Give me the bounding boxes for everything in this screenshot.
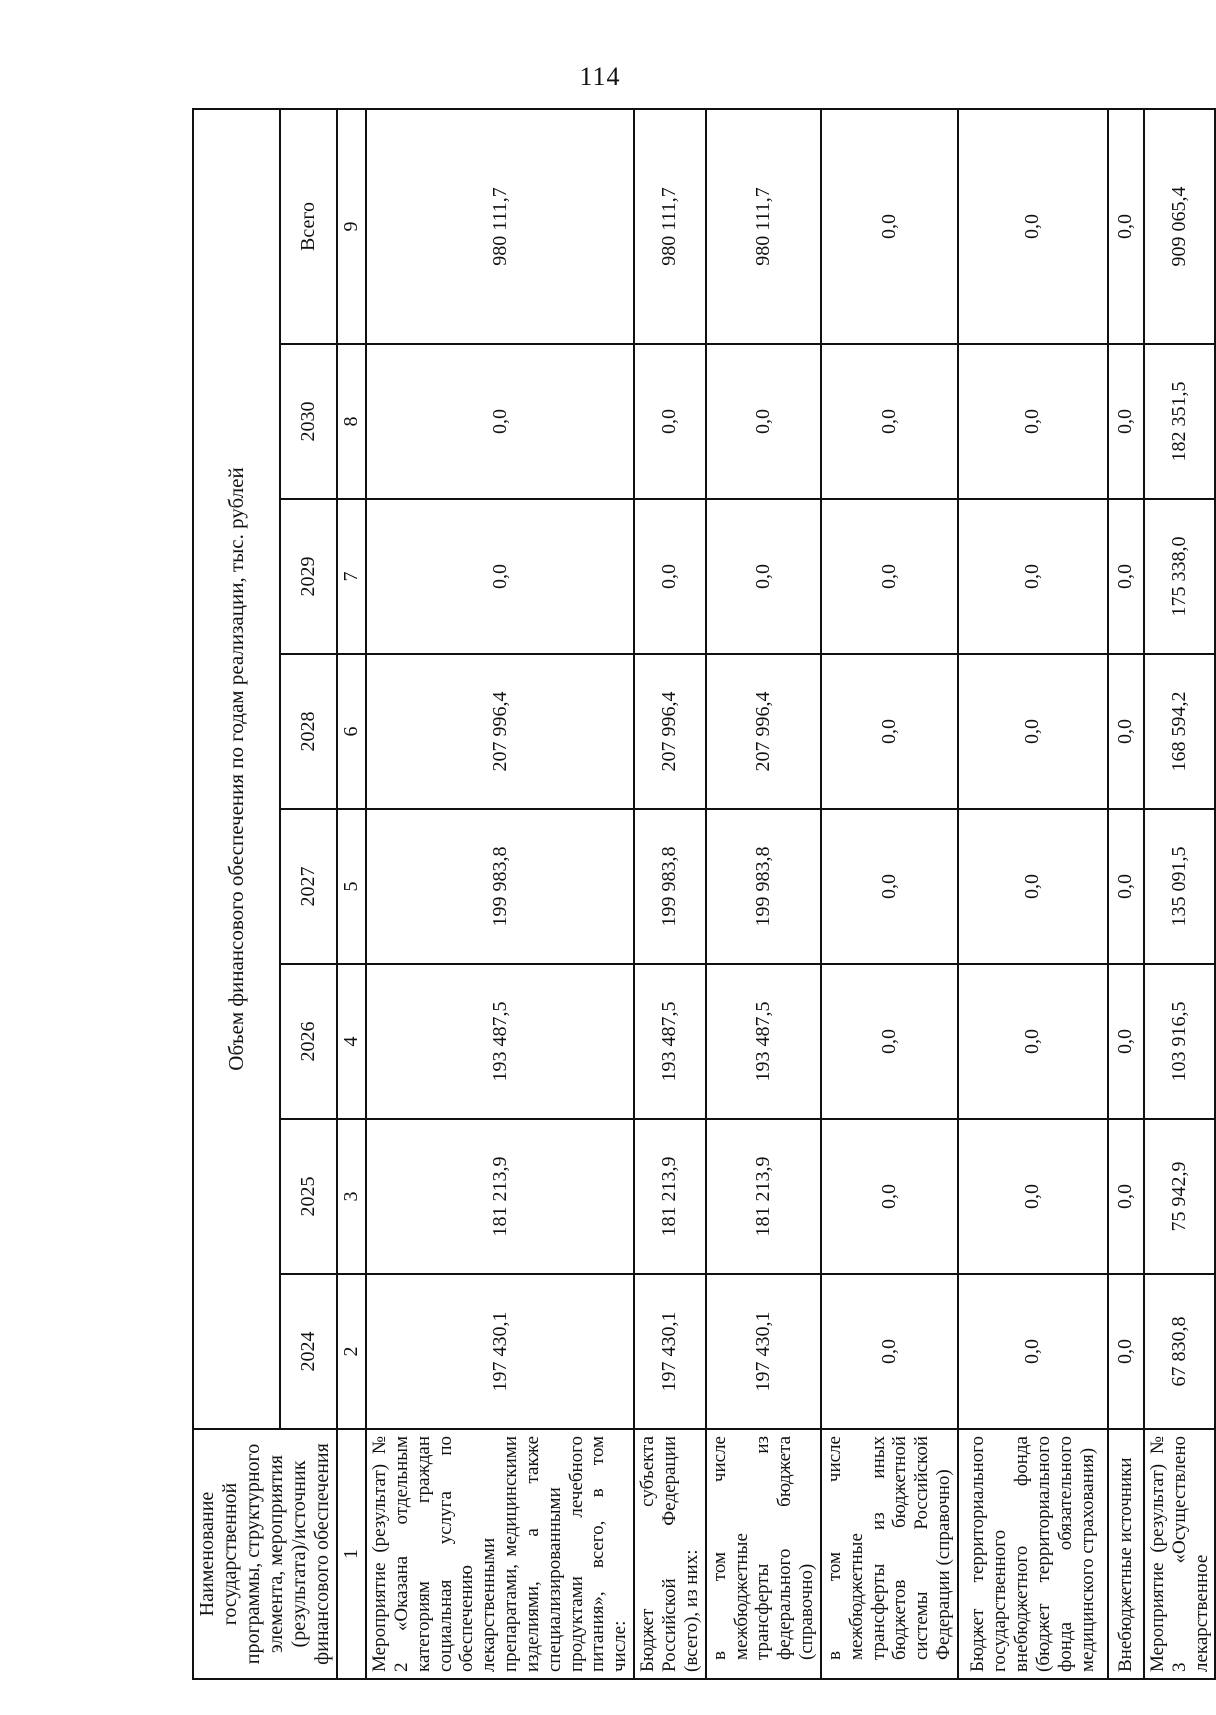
header-volume-title: Объем финансового обеспечения по годам реализации, тыс. рублей (193, 109, 280, 1429)
header-name-column: Наименование государственной программы, структурного элемента, мероприятия (результата)/источник финансового обеспечения (193, 1429, 337, 1679)
cell-value: 0,0 (821, 964, 958, 1119)
cell-total: 980 111,7 (706, 109, 821, 344)
table-row (1108, 109, 1144, 1679)
cell-value: 0,0 (1108, 964, 1144, 1119)
cell-value: 199 983,8 (634, 809, 706, 964)
cell-value: 193 487,5 (366, 964, 634, 1119)
cell-value: 207 996,4 (706, 654, 821, 809)
cell-total: 909 065,4 (1144, 109, 1216, 344)
cell-value: 0,0 (958, 809, 1108, 964)
cell-value: 0,0 (634, 499, 706, 654)
cell-value: 207 996,4 (366, 654, 634, 809)
row-label: в том числе межбюджетные трансферты из федерального бюджета (справочно) (706, 1429, 821, 1679)
cell-value: 168 594,2 (1144, 654, 1216, 809)
column-index: 1 (337, 1429, 366, 1679)
cell-value: 199 983,8 (366, 809, 634, 964)
cell-value: 197 430,1 (634, 1274, 706, 1429)
cell-value: 197 430,1 (366, 1274, 634, 1429)
row-label: Бюджет субъекта Российской Федерации (всего), из них: (634, 1429, 706, 1679)
column-index: 3 (337, 1119, 366, 1274)
cell-value: 0,0 (958, 654, 1108, 809)
table-row (706, 109, 821, 1679)
column-index: 5 (337, 809, 366, 964)
cell-value: 207 996,4 (634, 654, 706, 809)
cell-value: 0,0 (821, 809, 958, 964)
cell-total: 0,0 (958, 109, 1108, 344)
cell-value: 0,0 (706, 344, 821, 499)
cell-total: 0,0 (1108, 109, 1144, 344)
cell-value: 0,0 (366, 344, 634, 499)
cell-value: 0,0 (958, 1119, 1108, 1274)
cell-total: 0,0 (821, 109, 958, 344)
header-year: 2024 (280, 1274, 337, 1429)
cell-value: 75 942,9 (1144, 1119, 1216, 1274)
cell-value: 135 091,5 (1144, 809, 1216, 964)
table-row (634, 109, 706, 1679)
cell-value: 103 916,5 (1144, 964, 1216, 1119)
row-label: в том числе межбюджетные трансферты из иных бюджетов бюджетной системы Российской Федерации (справочно) (821, 1429, 958, 1679)
cell-value: 181 213,9 (634, 1119, 706, 1274)
table-row (1144, 109, 1216, 1679)
header-year: 2030 (280, 344, 337, 499)
cell-total: 980 111,7 (634, 109, 706, 344)
cell-value: 197 430,1 (706, 1274, 821, 1429)
cell-value: 0,0 (634, 344, 706, 499)
header-total: Всего (280, 109, 337, 344)
header-year: 2029 (280, 499, 337, 654)
table-row (958, 109, 1108, 1679)
header-year: 2026 (280, 964, 337, 1119)
row-label: Мероприятие (результат) № 2 «Оказана отдельным категориям граждан социальная услуга по обеспечению лекарственными препаратами, медицинскими изделиями, а также специализированными продуктами лечебного питания», всего, в том числе: (366, 1429, 634, 1679)
row-label: Внебюджетные источники (1108, 1429, 1144, 1679)
cell-value: 181 213,9 (366, 1119, 634, 1274)
rotated-table-wrapper (192, 110, 1212, 1680)
cell-value: 0,0 (821, 1274, 958, 1429)
cell-value: 67 830,8 (1144, 1274, 1216, 1429)
table-row (366, 109, 634, 1679)
cell-value: 0,0 (1108, 809, 1144, 964)
cell-value: 0,0 (958, 344, 1108, 499)
cell-value: 182 351,5 (1144, 344, 1216, 499)
cell-value: 0,0 (821, 499, 958, 654)
row-label: Мероприятие (результат) № 3 «Осуществлено лекарственное (1144, 1429, 1216, 1679)
page-number: 114 (579, 62, 621, 91)
cell-value: 0,0 (821, 654, 958, 809)
financing-table (192, 108, 1216, 1680)
cell-value: 199 983,8 (706, 809, 821, 964)
cell-value: 193 487,5 (706, 964, 821, 1119)
cell-value: 0,0 (706, 499, 821, 654)
cell-value: 0,0 (958, 1274, 1108, 1429)
column-index: 7 (337, 499, 366, 654)
header-year: 2025 (280, 1119, 337, 1274)
header-row-indices (337, 109, 366, 1679)
cell-value: 0,0 (1108, 1274, 1144, 1429)
cell-value: 0,0 (958, 964, 1108, 1119)
cell-value: 0,0 (821, 344, 958, 499)
header-year: 2027 (280, 809, 337, 964)
cell-value: 181 213,9 (706, 1119, 821, 1274)
cell-value: 193 487,5 (634, 964, 706, 1119)
cell-total: 980 111,7 (366, 109, 634, 344)
column-index: 4 (337, 964, 366, 1119)
cell-value: 0,0 (1108, 499, 1144, 654)
cell-value: 0,0 (366, 499, 634, 654)
cell-value: 0,0 (1108, 1119, 1144, 1274)
column-index: 9 (337, 109, 366, 344)
column-index: 6 (337, 654, 366, 809)
cell-value: 0,0 (1108, 654, 1144, 809)
cell-value: 0,0 (958, 499, 1108, 654)
column-index: 8 (337, 344, 366, 499)
header-year: 2028 (280, 654, 337, 809)
cell-value: 0,0 (1108, 344, 1144, 499)
table-row (821, 109, 958, 1679)
column-index: 2 (337, 1274, 366, 1429)
row-label: Бюджет территориального государственного внебюджетного фонда (бюджет территориального фонда обязательного медицинского страхования) (958, 1429, 1108, 1679)
cell-value: 0,0 (821, 1119, 958, 1274)
cell-value: 175 338,0 (1144, 499, 1216, 654)
header-row-title (193, 109, 280, 1679)
